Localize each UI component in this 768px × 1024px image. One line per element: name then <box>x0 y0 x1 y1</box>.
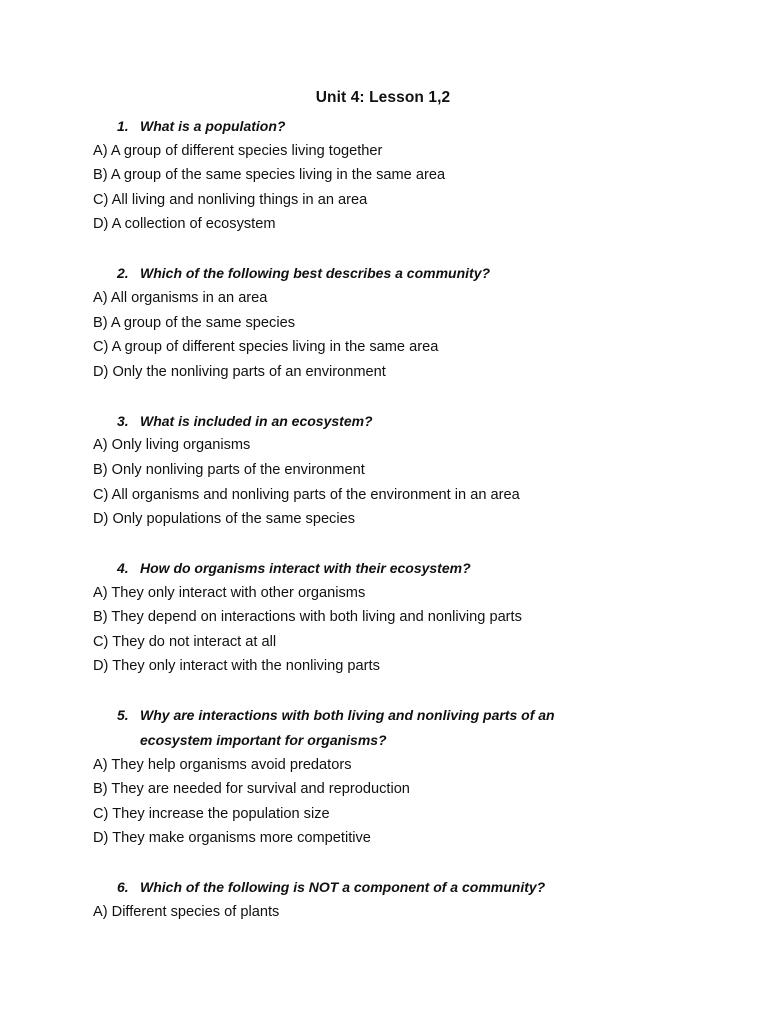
question-spacer <box>93 532 693 556</box>
question-text: What is a population? <box>140 118 286 134</box>
option-a: A) They only interact with other organisms <box>93 584 366 601</box>
question-2 <box>93 261 693 384</box>
option-b: B) They depend on interactions with both living and nonliving parts <box>93 609 522 626</box>
page-title: Unit 4: Lesson 1,2 <box>315 89 451 106</box>
option-b: B) A group of the same species living in the same area <box>93 167 446 184</box>
option-d: D) A collection of ecosystem <box>93 216 276 233</box>
question-spacer <box>93 384 693 408</box>
question-text: Which of the following is NOT a component of a community? <box>140 879 546 896</box>
option-a: A) They help organisms avoid predators <box>93 756 352 773</box>
option-a: A) Different species of plants <box>93 903 280 920</box>
option-d: D) They make organisms more competitive <box>93 830 371 847</box>
option-d: D) They only interact with the nonliving parts <box>93 658 380 675</box>
question-number: 3. <box>117 412 129 429</box>
option-a: A) All organisms in an area <box>93 289 268 306</box>
question-spacer <box>93 851 693 875</box>
question-6 <box>93 875 693 924</box>
option-a: A) Only living organisms <box>93 437 251 454</box>
option-b: B) A group of the same species <box>93 314 295 331</box>
question-text: Why are interactions with both living and nonliving parts of an ecosystem important for organisms? <box>140 707 555 749</box>
question-number: 5. <box>117 707 129 724</box>
question-number: 1. <box>117 118 129 134</box>
question-text: What is included in an ecosystem? <box>140 412 373 429</box>
question-5 <box>93 703 693 851</box>
question-spacer <box>93 679 693 703</box>
option-c: C) They increase the population size <box>93 805 330 822</box>
option-c: C) They do not interact at all <box>93 633 277 650</box>
question-list <box>93 114 693 925</box>
question-3 <box>93 409 693 532</box>
option-c: C) All living and nonliving things in an area <box>93 191 368 208</box>
option-d: D) Only populations of the same species <box>93 511 356 528</box>
question-4 <box>93 556 693 679</box>
option-d: D) Only the nonliving parts of an environment <box>93 363 386 380</box>
question-number: 2. <box>117 265 129 282</box>
question-1 <box>93 114 693 237</box>
option-a: A) A group of different species living together <box>93 142 383 159</box>
question-text: Which of the following best describes a community? <box>140 265 491 282</box>
question-spacer <box>93 237 693 261</box>
question-number: 4. <box>117 560 129 577</box>
option-b: B) Only nonliving parts of the environment <box>93 461 365 478</box>
question-number: 6. <box>117 879 129 896</box>
option-b: B) They are needed for survival and reproduction <box>93 781 410 798</box>
option-c: C) All organisms and nonliving parts of the environment in an area <box>93 486 520 503</box>
question-text: How do organisms interact with their ecosystem? <box>140 560 471 577</box>
option-c: C) A group of different species living in the same area <box>93 339 439 356</box>
